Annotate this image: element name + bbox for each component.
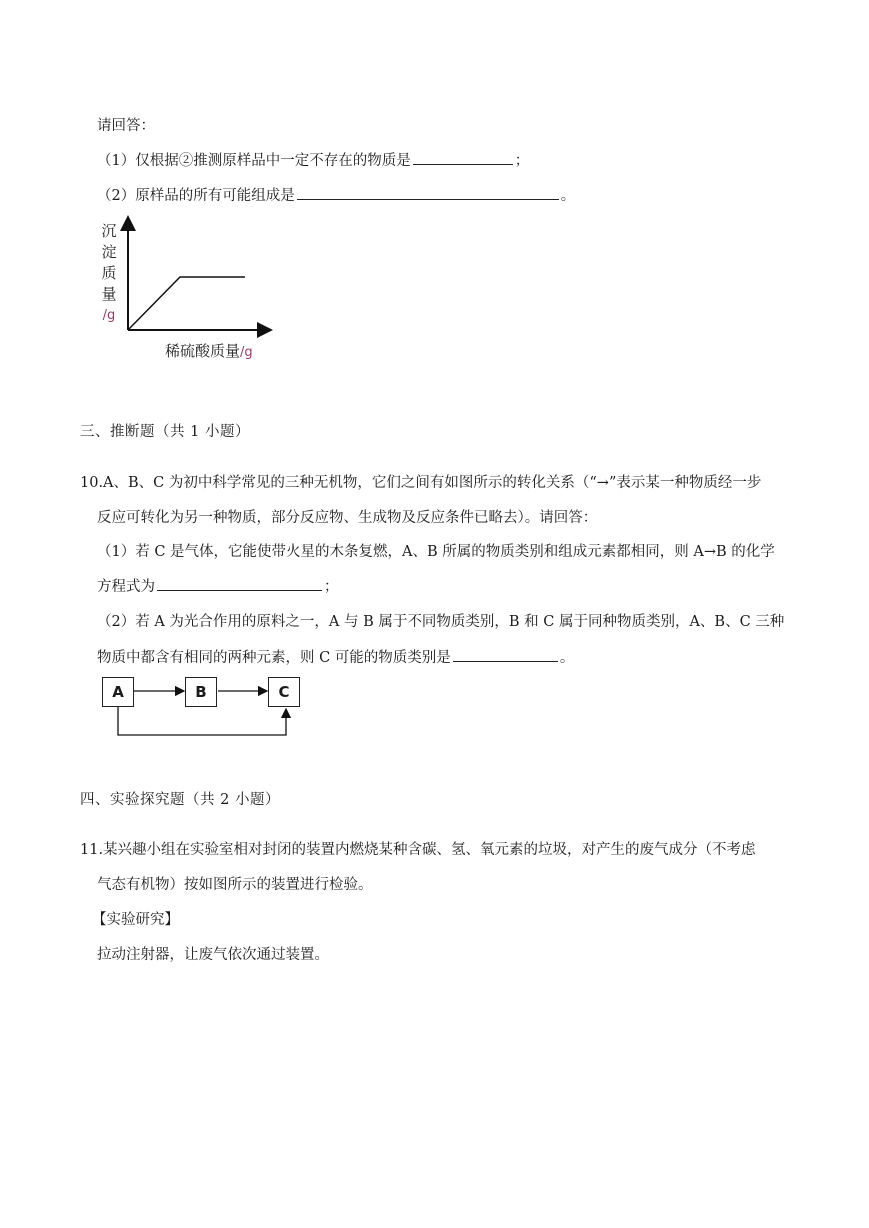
section3-title: 三、推断题（共 1 小题）: [80, 424, 250, 440]
y-label-char: 淀: [101, 243, 117, 261]
q10-line4: [97, 575, 339, 596]
q10-line5: （2）若 A 为光合作用的原料之一，A 与 B 属于不同物质类别，B 和 C 属于同种物质类别，A、B、C 三种: [97, 614, 785, 630]
q9-part1-text: （1）仅根据②推测原样品中一定不存在的物质是: [97, 153, 411, 169]
q9-part1-blank[interactable]: [413, 150, 513, 165]
x-label-unit: /g: [240, 345, 253, 360]
graph-axes: [95, 215, 275, 345]
q11-line3: 拉动注射器，让废气依次通过装置。: [97, 947, 329, 963]
q10-line2: 反应可转化为另一种物质，部分反应物、生成物及反应条件已略去）。请回答：: [97, 510, 598, 526]
precipitate-graph: [95, 215, 275, 365]
x-axis-label: [165, 340, 253, 361]
conversion-diagram: [100, 673, 310, 743]
q9-part2-blank[interactable]: [297, 185, 559, 200]
q9-intro: 请回答：: [97, 118, 155, 134]
q9-part1: [97, 149, 529, 170]
q9-part1-end: ；: [514, 153, 530, 169]
q9-part2-end: 。: [560, 188, 576, 204]
q11-line2: 气态有机物）按如图所示的装置进行检验。: [97, 877, 373, 893]
x-label-text: 稀硫酸质量: [165, 342, 241, 360]
node-b: B: [185, 677, 217, 707]
section4-title: 四、实验探究题（共 2 小题）: [80, 792, 280, 808]
q9-part2-text: （2）原样品的所有可能组成是: [97, 188, 295, 204]
q9-part2: [97, 184, 575, 205]
y-label-char: 沉: [101, 222, 117, 240]
q10-line3: （1）若 C 是气体，它能使带火星的木条复燃，A、B 所属的物质类别和组成元素都相同，则 A→B 的化学: [97, 544, 775, 560]
arrow-a-to-c: [118, 707, 286, 735]
q10-line4-end: ；: [324, 579, 339, 595]
precipitate-curve: [128, 277, 245, 330]
q10-line4-text: 方程式为: [97, 579, 155, 595]
node-a: A: [102, 677, 134, 707]
q10-line6-end: 。: [559, 650, 575, 666]
q10-line6: [97, 646, 574, 667]
y-label-unit: /g: [102, 308, 116, 323]
q10-line1: 10.A、B、C 为初中科学常见的三种无机物，它们之间有如图所示的转化关系（“→”表示某一种物质经一步: [80, 475, 762, 491]
y-label-char: 量: [101, 285, 117, 303]
q10-category-blank[interactable]: [453, 647, 558, 662]
y-label-char: 质: [101, 264, 117, 282]
y-axis-label: [101, 221, 117, 326]
node-c: C: [268, 677, 300, 707]
q11-line1: 11.某兴趣小组在实验室相对封闭的装置内燃烧某种含碳、氢、氧元素的垃圾，对产生的废气成分（不考虑: [80, 842, 756, 858]
q10-equation-blank[interactable]: [157, 576, 322, 591]
q10-line6-text: 物质中都含有相同的两种元素，则 C 可能的物质类别是: [97, 650, 451, 666]
q11-heading: 【实验研究】: [92, 912, 179, 928]
